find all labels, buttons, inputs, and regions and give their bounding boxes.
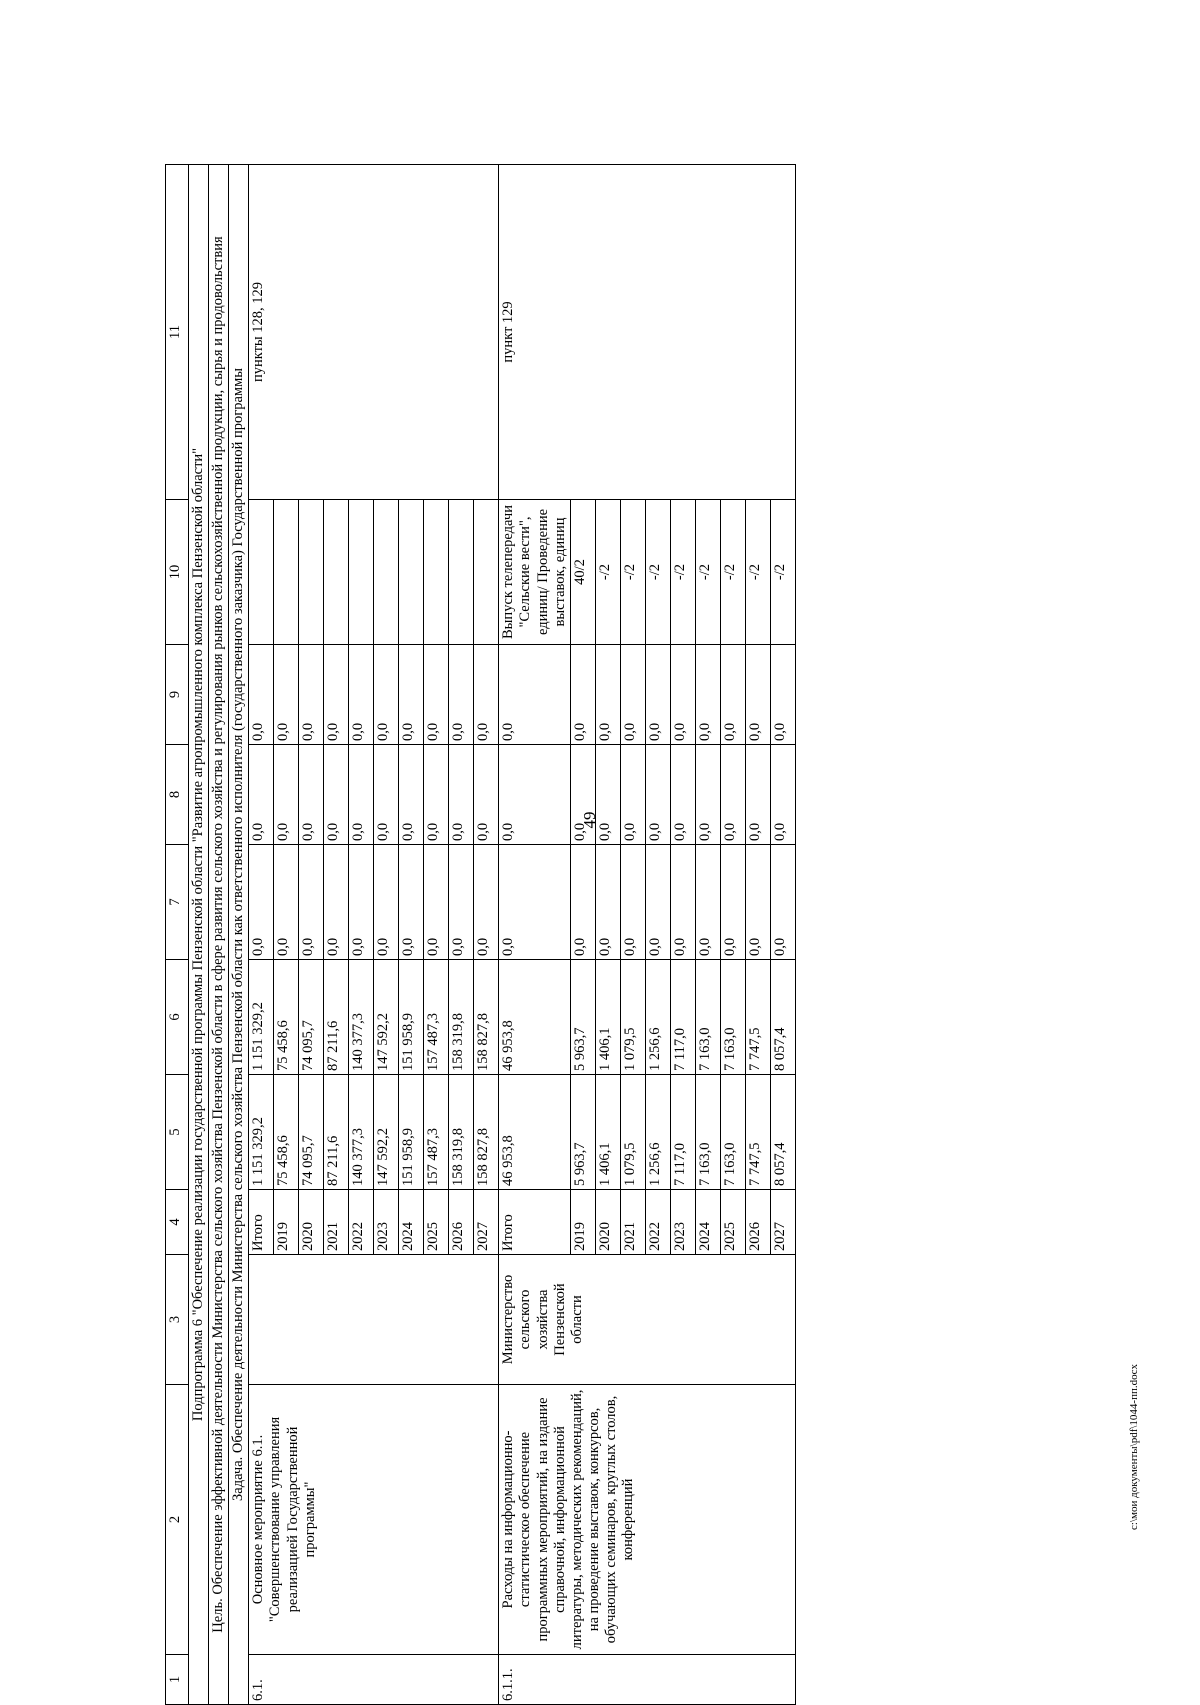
item-name: Расходы на информационно-статистическое обеспечение программных мероприятий, на издание справочной, информационной литературы, методических рекомендаций, на проведение выставок, конкурсов, обучающих семинаров, круглых столов, конференций <box>499 1385 795 1655</box>
year-cell: 2021 <box>620 1190 645 1255</box>
federal-budget-cell: 0,0 <box>670 845 695 960</box>
indicator-value: -/2 <box>645 500 670 645</box>
local-budget-cell: 0,0 <box>595 745 620 845</box>
federal-budget-cell: 0,0 <box>424 845 449 960</box>
item-executor <box>249 1255 499 1385</box>
year-cell: Итого <box>249 1190 274 1255</box>
regional-budget-cell: 5 963,7 <box>570 960 595 1075</box>
regional-budget-cell: 75 458,6 <box>274 960 299 1075</box>
col-header: 1 <box>166 1655 189 1705</box>
local-budget-cell: 0,0 <box>620 745 645 845</box>
other-sources-cell: 0,0 <box>620 645 645 745</box>
regional-budget-cell: 7 117,0 <box>670 960 695 1075</box>
local-budget-cell: 0,0 <box>474 745 499 845</box>
regional-budget-cell: 74 095,7 <box>299 960 324 1075</box>
indicator-value <box>274 500 299 645</box>
local-budget-cell: 0,0 <box>695 745 720 845</box>
local-budget-cell: 0,0 <box>274 745 299 845</box>
other-sources-cell: 0,0 <box>449 645 474 745</box>
other-sources-cell: 0,0 <box>770 645 795 745</box>
other-sources-cell: 0,0 <box>499 645 570 745</box>
table-row <box>499 165 570 1705</box>
federal-budget-cell: 0,0 <box>299 845 324 960</box>
other-sources-cell: 0,0 <box>249 645 274 745</box>
total-cell: 74 095,7 <box>299 1075 324 1190</box>
total-cell: 5 963,7 <box>570 1075 595 1190</box>
year-cell: 2023 <box>670 1190 695 1255</box>
local-budget-cell: 0,0 <box>249 745 274 845</box>
total-cell: 7 163,0 <box>720 1075 745 1190</box>
indicator-value <box>349 500 374 645</box>
year-cell: 2020 <box>299 1190 324 1255</box>
indicator-name: Выпуск телепередачи "Сельские вести", единиц/ Проведение выставок, единиц <box>499 500 570 645</box>
local-budget-cell: 0,0 <box>374 745 399 845</box>
local-budget-cell: 0,0 <box>449 745 474 845</box>
local-budget-cell: 0,0 <box>670 745 695 845</box>
federal-budget-cell: 0,0 <box>595 845 620 960</box>
local-budget-cell: 0,0 <box>720 745 745 845</box>
federal-budget-cell: 0,0 <box>770 845 795 960</box>
other-sources-cell: 0,0 <box>299 645 324 745</box>
other-sources-cell: 0,0 <box>424 645 449 745</box>
reference-points: пункты 128, 129 <box>249 165 499 500</box>
col-header: 11 <box>166 165 189 500</box>
year-cell: 2019 <box>570 1190 595 1255</box>
federal-budget-cell: 0,0 <box>745 845 770 960</box>
local-budget-cell: 0,0 <box>645 745 670 845</box>
indicator-value: -/2 <box>720 500 745 645</box>
local-budget-cell: 0,0 <box>770 745 795 845</box>
total-cell: 147 592,2 <box>374 1075 399 1190</box>
regional-budget-cell: 87 211,6 <box>324 960 349 1075</box>
other-sources-cell: 0,0 <box>349 645 374 745</box>
regional-budget-cell: 157 487,3 <box>424 960 449 1075</box>
year-cell: 2023 <box>374 1190 399 1255</box>
col-header: 4 <box>166 1190 189 1255</box>
other-sources-cell: 0,0 <box>695 645 720 745</box>
indicator-value <box>399 500 424 645</box>
local-budget-cell: 0,0 <box>399 745 424 845</box>
year-cell: 2020 <box>595 1190 620 1255</box>
total-cell: 151 958,9 <box>399 1075 424 1190</box>
year-cell: 2021 <box>324 1190 349 1255</box>
federal-budget-cell: 0,0 <box>570 845 595 960</box>
col-header: 8 <box>166 745 189 845</box>
section-row <box>189 165 209 1705</box>
indicator-value <box>249 500 274 645</box>
federal-budget-cell: 0,0 <box>474 845 499 960</box>
item-number: 6.1. <box>249 1655 499 1705</box>
year-cell: 2026 <box>449 1190 474 1255</box>
year-cell: 2027 <box>474 1190 499 1255</box>
other-sources-cell: 0,0 <box>374 645 399 745</box>
regional-budget-cell: 147 592,2 <box>374 960 399 1075</box>
other-sources-cell: 0,0 <box>399 645 424 745</box>
rotated-table-container <box>165 165 1095 1705</box>
federal-budget-cell: 0,0 <box>645 845 670 960</box>
col-header: 10 <box>166 500 189 645</box>
subprogram-title: Подпрограмма 6 "Обеспечение реализации государственной программы Пензенской области "Развитие агропромышленного комплекса Пензенской области" <box>189 165 209 1705</box>
year-cell: 2027 <box>770 1190 795 1255</box>
section-row <box>229 165 249 1705</box>
total-cell: 1 406,1 <box>595 1075 620 1190</box>
col-header: 7 <box>166 845 189 960</box>
other-sources-cell: 0,0 <box>670 645 695 745</box>
col-header: 9 <box>166 645 189 745</box>
regional-budget-cell: 8 057,4 <box>770 960 795 1075</box>
regional-budget-cell: 7 163,0 <box>695 960 720 1075</box>
page-number: 49 <box>580 811 599 829</box>
regional-budget-cell: 158 827,8 <box>474 960 499 1075</box>
indicator-value: -/2 <box>595 500 620 645</box>
year-cell: 2025 <box>720 1190 745 1255</box>
total-cell: 8 057,4 <box>770 1075 795 1190</box>
item-name: Основное мероприятие 6.1. "Совершенствование управления реализацией Государственной программы" <box>249 1385 499 1655</box>
total-cell: 140 377,3 <box>349 1075 374 1190</box>
year-cell: 2026 <box>745 1190 770 1255</box>
item-executor: Министерство сельского хозяйства Пензенской области <box>499 1255 795 1385</box>
regional-budget-cell: 7 163,0 <box>720 960 745 1075</box>
table-row <box>249 165 274 1705</box>
other-sources-cell: 0,0 <box>745 645 770 745</box>
other-sources-cell: 0,0 <box>645 645 670 745</box>
federal-budget-cell: 0,0 <box>274 845 299 960</box>
total-cell: 1 079,5 <box>620 1075 645 1190</box>
federal-budget-cell: 0,0 <box>499 845 570 960</box>
total-cell: 1 151 329,2 <box>249 1075 274 1190</box>
col-header: 6 <box>166 960 189 1075</box>
regional-budget-cell: 1 256,6 <box>645 960 670 1075</box>
year-cell: 2022 <box>645 1190 670 1255</box>
total-cell: 7 163,0 <box>695 1075 720 1190</box>
other-sources-cell: 0,0 <box>474 645 499 745</box>
indicator-value: -/2 <box>695 500 720 645</box>
total-cell: 46 953,8 <box>499 1075 570 1190</box>
local-budget-cell: 0,0 <box>349 745 374 845</box>
column-number-row <box>166 165 189 1705</box>
federal-budget-cell: 0,0 <box>620 845 645 960</box>
federal-budget-cell: 0,0 <box>399 845 424 960</box>
reference-points: пункт 129 <box>499 165 795 500</box>
local-budget-cell: 0,0 <box>424 745 449 845</box>
other-sources-cell: 0,0 <box>570 645 595 745</box>
indicator-value <box>324 500 349 645</box>
year-cell: 2022 <box>349 1190 374 1255</box>
total-cell: 158 319,8 <box>449 1075 474 1190</box>
regional-budget-cell: 1 151 329,2 <box>249 960 274 1075</box>
indicator-value <box>299 500 324 645</box>
indicator-value: -/2 <box>770 500 795 645</box>
year-cell: 2025 <box>424 1190 449 1255</box>
local-budget-cell: 0,0 <box>324 745 349 845</box>
other-sources-cell: 0,0 <box>595 645 620 745</box>
indicator-value <box>474 500 499 645</box>
federal-budget-cell: 0,0 <box>449 845 474 960</box>
indicator-value <box>374 500 399 645</box>
federal-budget-cell: 0,0 <box>695 845 720 960</box>
local-budget-cell: 0,0 <box>745 745 770 845</box>
local-budget-cell: 0,0 <box>499 745 570 845</box>
goal-text: Цель. Обеспечение эффективной деятельности Министерства сельского хозяйства Пензенской области в сфере развития сельского хозяйства и регулирования рынков сельскохозяйственной продукции, сырья и продовольствия <box>209 165 229 1705</box>
indicator-value <box>449 500 474 645</box>
regional-budget-cell: 46 953,8 <box>499 960 570 1075</box>
regional-budget-cell: 1 406,1 <box>595 960 620 1075</box>
year-cell: 2024 <box>399 1190 424 1255</box>
total-cell: 7 747,5 <box>745 1075 770 1190</box>
total-cell: 1 256,6 <box>645 1075 670 1190</box>
total-cell: 75 458,6 <box>274 1075 299 1190</box>
regional-budget-cell: 158 319,8 <box>449 960 474 1075</box>
indicator-value: -/2 <box>670 500 695 645</box>
federal-budget-cell: 0,0 <box>324 845 349 960</box>
regional-budget-cell: 140 377,3 <box>349 960 374 1075</box>
indicator-value <box>424 500 449 645</box>
item-number: 6.1.1. <box>499 1655 795 1705</box>
federal-budget-cell: 0,0 <box>720 845 745 960</box>
total-cell: 157 487,3 <box>424 1075 449 1190</box>
year-cell: 2019 <box>274 1190 299 1255</box>
local-budget-cell: 0,0 <box>570 745 595 845</box>
other-sources-cell: 0,0 <box>720 645 745 745</box>
regional-budget-cell: 151 958,9 <box>399 960 424 1075</box>
regional-budget-cell: 7 747,5 <box>745 960 770 1075</box>
year-cell: Итого <box>499 1190 570 1255</box>
task-text: Задача. Обеспечение деятельности Министерства сельского хозяйства Пензенской области как ответственного исполнителя (государственного заказчика) Государственной программы <box>229 165 249 1705</box>
file-path: c:\мои документы\pdf\1044-пп.docx <box>1128 1363 1140 1530</box>
total-cell: 7 117,0 <box>670 1075 695 1190</box>
year-cell: 2024 <box>695 1190 720 1255</box>
regional-budget-cell: 1 079,5 <box>620 960 645 1075</box>
federal-budget-cell: 0,0 <box>249 845 274 960</box>
program-table <box>165 164 796 1705</box>
indicator-value: -/2 <box>745 500 770 645</box>
col-header: 5 <box>166 1075 189 1190</box>
indicator-value: 40/2 <box>570 500 595 645</box>
total-cell: 87 211,6 <box>324 1075 349 1190</box>
local-budget-cell: 0,0 <box>299 745 324 845</box>
federal-budget-cell: 0,0 <box>374 845 399 960</box>
indicator-value: -/2 <box>620 500 645 645</box>
other-sources-cell: 0,0 <box>324 645 349 745</box>
section-row <box>209 165 229 1705</box>
col-header: 2 <box>166 1385 189 1655</box>
federal-budget-cell: 0,0 <box>349 845 374 960</box>
total-cell: 158 827,8 <box>474 1075 499 1190</box>
col-header: 3 <box>166 1255 189 1385</box>
other-sources-cell: 0,0 <box>274 645 299 745</box>
